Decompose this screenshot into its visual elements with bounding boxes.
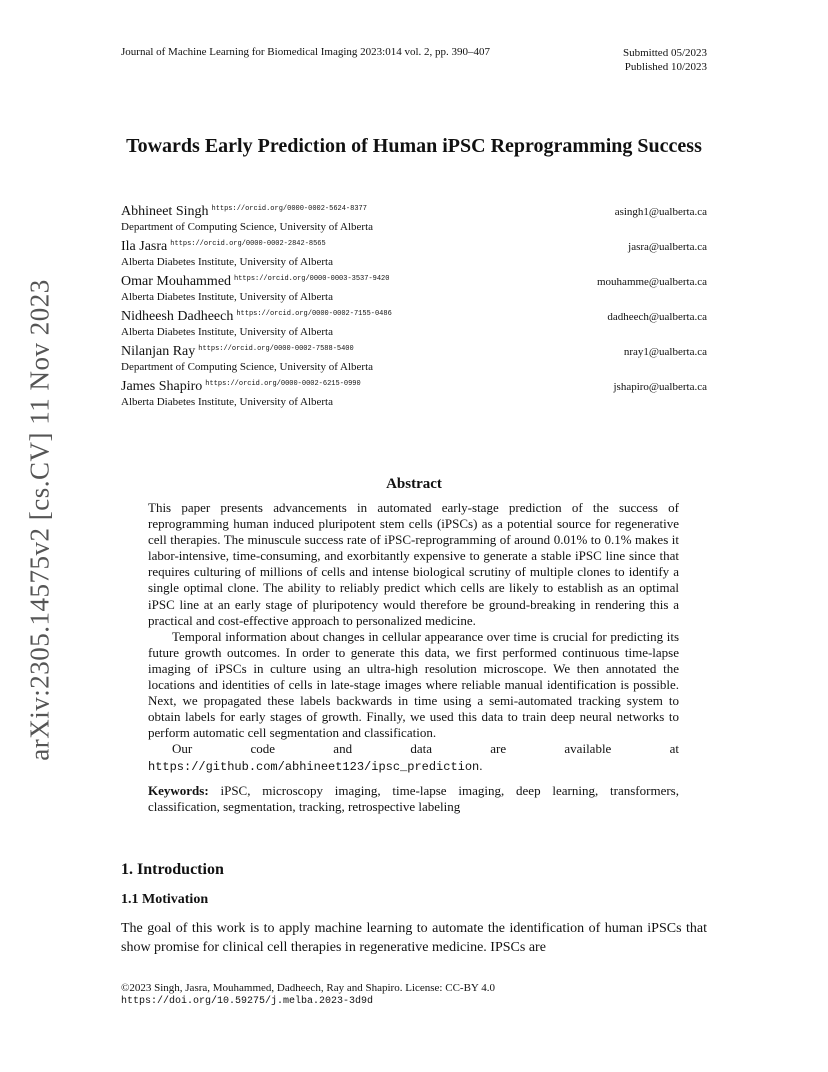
author-entry <box>121 237 707 272</box>
author-name: Nidheesh Dadheech <box>121 309 234 324</box>
author-affiliation: Alberta Diabetes Institute, University of Alberta <box>121 326 333 338</box>
orcid-link[interactable]: https://orcid.org/0000-0002-6215-0990 <box>205 380 361 388</box>
author-affiliation: Department of Computing Science, University of Alberta <box>121 221 374 233</box>
author-email[interactable]: mouhamme@ualberta.ca <box>597 276 707 288</box>
section-heading-introduction: 1. Introduction <box>121 861 224 878</box>
author-entry <box>121 342 707 377</box>
author-name: Ila Jasra <box>121 239 168 254</box>
author-entry <box>121 202 707 237</box>
code-availability <box>148 741 679 774</box>
abstract-paragraph: Temporal information about changes in cellular appearance over time is crucial for predicting its future growth outcomes. In order to generate this data, we first performed continuous time-lapse imaging of iPSCs in culture using an ultra-high resolution microscope. We then annotated the locations and identities of cells in late-stage images where reliable manual identification is possible. Next, we propagated these labels backwards in time using a semi-automated tracking system to obtain labels for early stages of growth. Finally, we used this data to train deep neural networks to perform automatic cell segmentation and classification. <box>148 628 679 741</box>
author-name: Omar Mouhammed <box>121 274 232 289</box>
author-affiliation: Department of Computing Science, University of Alberta <box>121 361 374 373</box>
author-name: Nilanjan Ray <box>121 344 196 359</box>
author-email[interactable]: asingh1@ualberta.ca <box>614 206 707 218</box>
author-affiliation: Alberta Diabetes Institute, University of Alberta <box>121 291 333 303</box>
code-availability-end: . <box>479 757 483 773</box>
orcid-link[interactable]: https://orcid.org/0000-0003-3537-9420 <box>234 275 390 283</box>
journal-header: Journal of Machine Learning for Biomedical Imaging 2023:014 vol. 2, pp. 390–407 <box>121 46 491 58</box>
code-availability-text: Our code and data are available at <box>172 741 679 757</box>
author-entry <box>121 307 707 342</box>
published-date: Published 10/2023 <box>624 61 707 73</box>
author-name: Abhineet Singh <box>121 204 209 219</box>
author-entry <box>121 272 707 307</box>
submission-dates <box>623 46 707 74</box>
author-email[interactable]: jshapiro@ualberta.ca <box>613 381 707 393</box>
orcid-link[interactable]: https://orcid.org/0000-0002-7155-0486 <box>236 310 392 318</box>
author-email[interactable]: jasra@ualberta.ca <box>628 241 707 253</box>
orcid-link[interactable]: https://orcid.org/0000-0002-7588-5400 <box>198 345 354 353</box>
footer <box>121 981 495 1009</box>
abstract-body <box>148 500 679 815</box>
orcid-link[interactable]: https://orcid.org/0000-0002-5624-8377 <box>211 205 367 213</box>
author-email[interactable]: nray1@ualberta.ca <box>623 346 707 358</box>
keywords <box>148 783 679 815</box>
author-email[interactable]: dadheech@ualberta.ca <box>607 311 707 323</box>
orcid-link[interactable]: https://orcid.org/0000-0002-2842-8565 <box>170 240 326 248</box>
author-name: James Shapiro <box>121 379 203 394</box>
copyright-line: ©2023 Singh, Jasra, Mouhammed, Dadheech, Ray and Shapiro. License: CC-BY 4.0 <box>121 982 495 994</box>
abstract-paragraph: This paper presents advancements in automated early-stage prediction of the success of reprogramming human induced pluripotent stem cells (iPSCs) as a potential source for regenerative cell therapies. The minuscule success rate of iPSC-reprogramming of around 0.01% to 0.1% makes it labor-intensive, time-consuming, and exorbitantly expensive to generate a stable iPSC line since that requires culturing of millions of cells and intense biological scrutiny of multiple clones to identify a single optimal clone. The ability to reliably predict which cells are likely to establish as an optimal iPSC line at an early stage of pluripotency would therefore be ground-breaking in rendering this a practical and cost-effective approach to personalized medicine. <box>148 500 679 628</box>
author-entry <box>121 377 707 412</box>
github-link[interactable]: https://github.com/abhineet123/ipsc_prediction <box>148 759 480 774</box>
submitted-date: Submitted 05/2023 <box>622 47 707 59</box>
intro-paragraph: The goal of this work is to apply machine learning to automate the identification of human iPSCs that show promise for clinical cell therapies in regenerative medicine. IPSCs are <box>121 921 707 955</box>
arxiv-stamp: arXiv:2305.14575v2 [cs.CV] 11 Nov 2023 <box>24 279 55 761</box>
keywords-label: Keywords: <box>148 782 209 798</box>
author-affiliation: Alberta Diabetes Institute, University of Alberta <box>121 396 333 408</box>
keywords-list: iPSC, microscopy imaging, time-lapse imaging, deep learning, transformers, classification, segmentation, tracking, retrospective labeling <box>148 782 679 814</box>
doi-link[interactable]: https://doi.org/10.59275/j.melba.2023-3d9d <box>121 996 374 1007</box>
paper-title: Towards Early Prediction of Human iPSC Reprogramming Success <box>126 135 702 157</box>
author-affiliation: Alberta Diabetes Institute, University of Alberta <box>121 256 333 268</box>
subsection-heading-motivation: 1.1 Motivation <box>121 892 209 907</box>
author-list <box>121 202 707 412</box>
abstract-heading: Abstract <box>386 476 442 492</box>
